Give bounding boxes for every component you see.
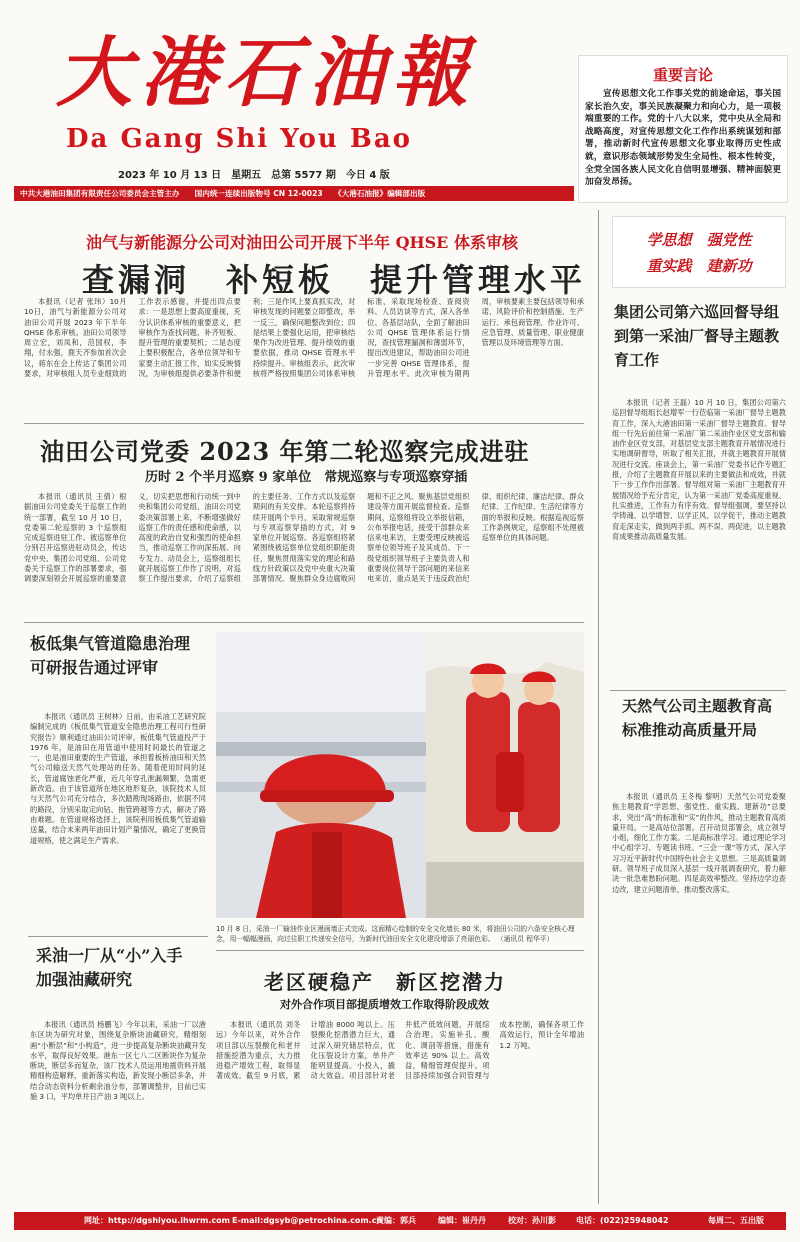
footer-designer: 编辑：崔丹丹 <box>438 1216 486 1225</box>
article5-body: 本报讯（通讯员 刘冬远）今年以来，对外合作项目部以压裂酸化和老井措施挖潜为重点，大力推进稳产增效工程，取得显著成效。截至 9 月底，累计增油 8000 吨以上。压裂酸化挖潜潜力巨大，通过深入研究储层特点，优化压裂设计方案，单井产能明显提高。小投入，撬动大效益。项目部针对老井低产低效问题，开展综合治理，实施补孔、酸化、调剖等措施，措施有效率达 90% 以上。高效益，精细管理促提升。项目部持续加强合同管理与成本控制，确保各项工作高效运行，预计全年增油 1.2 万吨。 <box>216 1020 584 1081</box>
cartoon-wall-illustration <box>216 632 584 918</box>
divider <box>24 423 584 424</box>
footer-editor: 责编：郭兵 <box>376 1216 416 1225</box>
divider <box>28 936 208 937</box>
footer-publish-days: 每周二、五出版 <box>708 1216 764 1225</box>
slogan-line2: 重实践 建新功 <box>646 257 752 275</box>
date-line: 2023 年 10 月 13 日 星期五 总第 5577 期 今日 4 版 <box>118 170 390 181</box>
footer-email: E-mail:dgsyb@petrochina.com.cn <box>232 1216 383 1225</box>
publisher-bar <box>14 186 574 201</box>
photo-credit: （通讯员 程华平） <box>496 935 554 943</box>
article1-body: 本报讯（记者 张玮）10月10日，油气与新能源分公司对油田公司开展 2023 年下半年 QHSE 体系审核。油田公司领导周立宏，刘凤和，范国权，李翔，付永强，鹿天齐参加首次会议，蒋东在会上传达了集团公司要求，对审核组人员专业细致的工作表示感谢，并提出四点要求：一是思想上要高度重视，充分认识体系审核的重要意义，把审核作为查找问题、补齐短板、提升管理的重要契机；二是态度上要积极配合，各单位领导和专家要主动汇报工作，如实反映情况，为审核组提供必要条件和便利；三是作风上要真抓实改，对审核发现的问题要立即整改，举一反三，确保问题整改到位；四是结果上要强化运用，把审核结果作为改进管理、提升绩效的重要依据，推动 QHSE 管理水平持续提升。审核组表示，此次审核将严格按照集团公司体系审核标准，采取现场检查、查阅资料、人员访谈等方式，深入各单位、各基层站队，全面了解油田公司 QHSE 管理体系运行情况，查找管理漏洞和薄弱环节，提出改进建议，帮助油田公司进一步完善 QHSE 管理体系，提升管理水平。此次审核为期两周，审核要素主要包括领导和承诺、风险评价和控制措施、生产运行、承包商管理、作业许可、应急管理、质量管理、职业健康管理以及环境管理等方面。 <box>24 297 584 379</box>
column-divider <box>598 210 599 1204</box>
article5-headline: 老区硬稳产 新区挖潜力 <box>264 970 506 994</box>
footer-bar <box>14 1212 786 1230</box>
article1-headline: 查漏洞 补短板 提升管理水平 <box>82 261 587 299</box>
article3-body: 本报讯（通讯员 王树林）日前，由采油工艺研究院编制完成的《板低集气管道安全隐患治理工程可行性研究报告》顺利通过油田公司评审。板低集气管道投产于 1976 年，是油田在用管道中使用时间最长的管道之一，也是油田重要的生产管道，承担着板桥油田和天然气公司输送天然气处理站的任务。随着使用时间的延长，管道腐蚀老化严重，近几年穿孔泄漏频繁，急需更新改造。由于该管道所在地区地形复杂，该院技术人员与天然气公司充分结合，多次踏勘现场路由，依据不同的路段，分别采取定向钻、拖管跨越等方式，解决了路由难题。在管道规格选择上，该院利用板低集气管道输送量，结合未来两年油田计划产量情况，确定了更换管道规格，使之满足生产需求。 <box>30 712 206 845</box>
footer-proof: 校对：孙川影 <box>508 1216 556 1225</box>
right-story1-headline: 集团公司第六巡回督导组到第一采油厂督导主题教育工作 <box>614 303 780 369</box>
quote-heading: 重要言论 <box>652 66 713 84</box>
divider <box>216 950 584 951</box>
right-story2-body: 本报讯（通讯员 王冬梅 黎明）天然气公司党委聚焦主题教育“学思想、强党性、重实践、建新功”总要求，突出“高”的标准和“实”的作风，推动主题教育高质量开局。一是高站位部署。召开动员部署会，成立领导小组，细化工作方案。二是高标准学习。通过理论学习中心组学习、专题读书班、“三会一课”等方式，深入学习习近平新时代中国特色社会主义思想。三是高质量调研。领导班子成员深入基层一线开展调查研究，着力解决一批急难愁盼问题。四是高效率整改。坚持边学边查边改，建立问题清单，推动整改落实。 <box>612 792 786 894</box>
article3-headline: 板低集气管道隐患治理可研报告通过评审 <box>30 634 191 677</box>
slogan-banner <box>612 216 786 288</box>
article5-subhead: 对外合作项目部提质增效工作取得阶段成效 <box>280 998 489 1011</box>
right-story1-body: 本报讯（记者 王磊）10 月 10 日，集团公司第六巡回督导组组长赵增军一行莅临第一采油厂督导主题教育工作，深入大港油田第一采油厂督导主题教育。督导组一行先后前往第一采油厂第二采油作业区党支部和输油作业区党支部，对基层党支部主题教育开展情况进行实地调研督导，听取了相关汇报，并就主题教育开展情况进行交流。座谈会上，第一采油厂党委书记作专题汇报，介绍了主题教育开展以来的主要做法和成效，并就下一步工作作出部署。督导组对第一采油厂主题教育开展情况给予充分肯定，认为第一采油厂党委高度重视、扎实推进，工作有力有序有效。督导组强调，要坚持以学铸魂、以学增智、以学正风、以学促干，推动主题教育走深走实，做到两手抓、两不误、两促进，以主题教育成果推动高质量发展。 <box>612 398 786 541</box>
article2-body: 本报讯（通讯员 王倩）根据油田公司党委关于巡察工作的统一部署，截至 10 月 10 日，党委第二轮巡察的 3 个巡察组完成巡察进驻工作。被巡察单位分别召开巡察进驻动员会，传达党中央、集团公司党组、公司党委关于巡察工作的部署要求，强调要深刻领会开展巡察的重要意义，切实把思想和行动统一到中央和集团公司党组、油田公司党委决策部署上来，不断增强做好巡察工作的责任感和使命感，以高度的政治自觉和强烈的使命担当，推动巡察工作向深拓展、向专发力。动员会上，巡察组组长就开展巡察工作作了说明，对巡察工作提出要求，介绍了巡察组的主要任务、工作方式以及巡察期间的有关安排。本轮巡察将持续开展两个半月，采取常规巡察与专项巡察穿插的方式，对 9 家单位开展巡察。各巡察组将紧紧围绕被巡察单位党组织职能责任，聚焦贯彻落实党的理论和路线方针政策以及党中央重大决策部署情况、聚焦群众身边腐败问题和不正之风、聚焦基层党组织建设等方面开展监督检查。巡察期间，巡察组将设立举报信箱，公布举报电话，接受干部群众来信来电来访，主要受理反映被巡察单位领导班子及其成员、下一级党组织领导班子主要负责人和重要岗位领导干部问题的来信来电来访，重点是关于违反政治纪律、组织纪律、廉洁纪律、群众纪律、工作纪律、生活纪律等方面的举报和反映。根据巡视巡察工作条例规定，巡察组不处理被巡察单位的具体问题。 <box>24 492 584 584</box>
photo-caption-text: 10 月 8 日，采油一厂输油作业区漫画墙正式完成。这面精心绘制的安全文化墙长 80 米，将油田公司的六条安全核心理念，用一幅幅漫画，向过往职工传递安全信号，为新时代油田安全文化建设增添了亮丽色彩。 <box>216 925 575 943</box>
article2-subhead: 历时 2 个半月巡察 9 家单位 常规巡察与专项巡察穿插 <box>145 470 468 485</box>
article4-headline: 采油一厂从“小”入手加强油藏研究 <box>36 946 183 989</box>
newspaper-title: 大港石油報 <box>56 28 476 117</box>
article1-kicker: 油气与新能源分公司对油田公司开展下半年 QHSE 体系审核 <box>86 233 518 252</box>
important-quote-box <box>578 55 788 203</box>
divider <box>24 622 584 623</box>
right-story2-headline: 天然气公司主题教育高标准推动高质量开局 <box>622 697 773 739</box>
cartoon-wall-photo <box>216 632 584 918</box>
article4-body: 本报讯（通讯员 杨鹏飞）今年以来，采油一厂以港东区块为研究对象，围绕复杂断块油藏研究，精细刻画“小断层”和“小构造”，进一步提高复杂断块油藏开发水平，取得良好效果。港东一区七八二区断块作为复杂断块，断层多而复杂，该厂技术人员运用地震资料开展精细构造解释，重新落实构造，新发现小断层多条，并结合动态资料分析剩余油分布，部署调整井，目前已实施 3 口，平均单井日产油 3 吨以上。 <box>30 1020 206 1102</box>
footer-phone: 电话：(022)25948042 <box>576 1216 669 1225</box>
photo-caption <box>216 924 584 944</box>
article2-headline: 油田公司党委 2023 年第二轮巡察完成进驻 <box>40 437 530 466</box>
slogan-line1: 学思想 强党性 <box>646 231 752 249</box>
footer-website: 网址：http://dgshiyou.ihwrm.com <box>84 1216 230 1225</box>
quote-body: 宣传思想文化工作事关党的前途命运，事关国家长治久安，事关民族凝聚力和向心力，是一项极端重要的工作。党的十八大以来，党中央从全局和战略高度，对宣传思想文化工作作出系统谋划和部署，推动新时代宣传思想文化事业取得历史性成就，意识形态领域形势发生全局性、根本性转变，全党全国各族人民文化自信明显增强、精神面貌更加奋发昂扬。 <box>585 89 781 188</box>
newspaper-pinyin: Da Gang Shi You Bao <box>66 124 413 154</box>
publisher-text: 中共大港油田集团有限责任公司委员会主管主办 国内统一连续出版物号 CN 12-0023 《大港石油报》编辑部出版 <box>20 189 426 198</box>
divider <box>610 690 786 691</box>
